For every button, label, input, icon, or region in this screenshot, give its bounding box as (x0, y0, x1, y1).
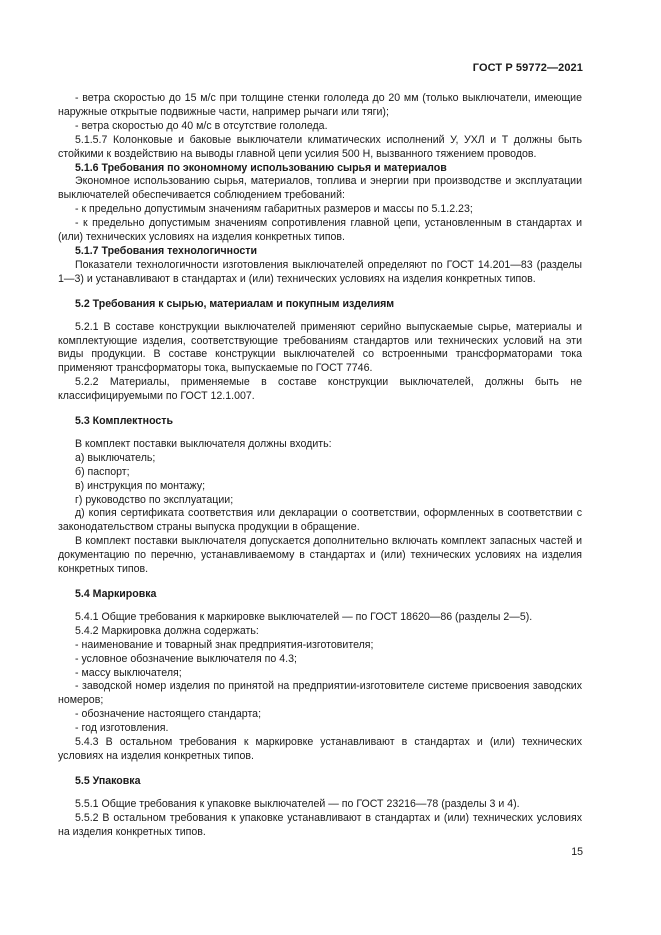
heading-5-1-7: 5.1.7 Требования технологичности (75, 244, 258, 257)
list-item: - к предельно допустимым значениям габаритных размеров и массы по 5.1.2.23; (75, 203, 473, 216)
heading-5-5: 5.5 Упаковка (75, 774, 141, 787)
list-item: б) паспорт; (75, 465, 130, 478)
paragraph: В комплект поставки выключателя допускается дополнительно включать комплект запасных частей и документацию по перечню, устанавливаемому в стандартах и (или) технических условиях на изделия конкретных типов. (58, 535, 582, 576)
list-item: - к предельно допустимым значениям сопротивления главной цепи, установленным в стандартах и (или) технических условиях на изделия конкретных типов. (58, 217, 582, 244)
document-code: ГОСТ Р 59772—2021 (472, 62, 583, 74)
list-item: в) инструкция по монтажу; (75, 479, 206, 492)
clause-5-4-1: 5.4.1 Общие требования к маркировке выключателей — по ГОСТ 18620—86 (разделы 2—5). (75, 610, 533, 623)
heading-5-2: 5.2 Требования к сырью, материалам и покупным изделиям (75, 297, 395, 310)
heading-5-3: 5.3 Комплектность (75, 415, 173, 428)
clause-5-4-3: 5.4.3 В остальном требования к маркировке устанавливают в стандартах и (или) технических условиях на изделия конкретных типов. (58, 736, 582, 762)
list-item: - заводской номер изделия по принятой на предприятии-изготовителе системе присвоения заводских номеров; (58, 680, 582, 707)
clause-5-1-5-7: 5.1.5.7 Колонковые и баковые выключатели климатических исполнений У, УХЛ и Т должны быть стойкими к воздействию на выводы главной цепи усилия 500 Н, вызванного тяжением проводов. (58, 133, 582, 160)
list-item: - ветра скоростью до 15 м/с при толщине стенки гололеда до 20 мм (только выключатели, имеющие наружные открытые подвижные части, например рычаги или тяги); (58, 92, 582, 118)
clause-5-5-1: 5.5.1 Общие требования к упаковке выключателей — по ГОСТ 23216—78 (разделы 3 и 4). (75, 797, 520, 810)
heading-5-1-6: 5.1.6 Требования по экономному использованию сырья и материалов (75, 161, 447, 174)
list-item: - массу выключателя; (75, 666, 182, 679)
list-item: г) руководство по эксплуатации; (75, 493, 234, 506)
heading-5-4: 5.4 Маркировка (75, 588, 157, 600)
clause-5-5-2: 5.5.2 В остальном требования к упаковке устанавливают в стандартах и (или) технических условиях на изделия конкретных типов. (58, 811, 582, 838)
paragraph: В комплект поставки выключателя должны входить: (75, 437, 332, 450)
paragraph: Показатели технологичности изготовления выключателей определяют по ГОСТ 14.201—83 (разделы 1—3) и устанавливают в стандартах и (или) технических условиях на изделия конкретных типов. (58, 258, 582, 285)
clause-5-4-2: 5.4.2 Маркировка должна содержать: (75, 624, 259, 637)
page-number: 15 (571, 846, 583, 858)
document-body (58, 92, 582, 840)
list-item: - условное обозначение выключателя по 4.3; (75, 652, 297, 665)
list-item: д) копия сертификата соответствия или декларации о соответствии, оформленных в соответствии с законодательством страны выпуска продукции в обращение. (58, 507, 582, 534)
list-item: - наименование и товарный знак предприятия-изготовителя; (75, 638, 374, 651)
clause-5-2-2: 5.2.2 Материалы, применяемые в составе конструкции выключателей, должны быть не классифицируемыми по ГОСТ 12.1.007. (58, 376, 582, 403)
list-item: - год изготовления. (75, 722, 169, 735)
list-item: а) выключатель; (75, 451, 156, 464)
list-item: - ветра скоростью до 40 м/с в отсутствие гололеда. (75, 119, 328, 132)
paragraph: Экономное использованию сырья, материалов, топлива и энергии при производстве и эксплуатации выключателей обеспечивается соблюдением требований: (58, 175, 582, 202)
clause-5-2-1: 5.2.1 В составе конструкции выключателей применяют серийно выпускаемые сырье, материалы и комплектующие изделия, соответствующие требованиям стандартов или технических условий на эти виды продукции. В составе конструкции выключателей со встроенными трансформаторами тока применяют трансформаторы тока, выпускаемые по ГОСТ 7746. (58, 320, 582, 375)
list-item: - обозначение настоящего стандарта; (75, 708, 262, 721)
